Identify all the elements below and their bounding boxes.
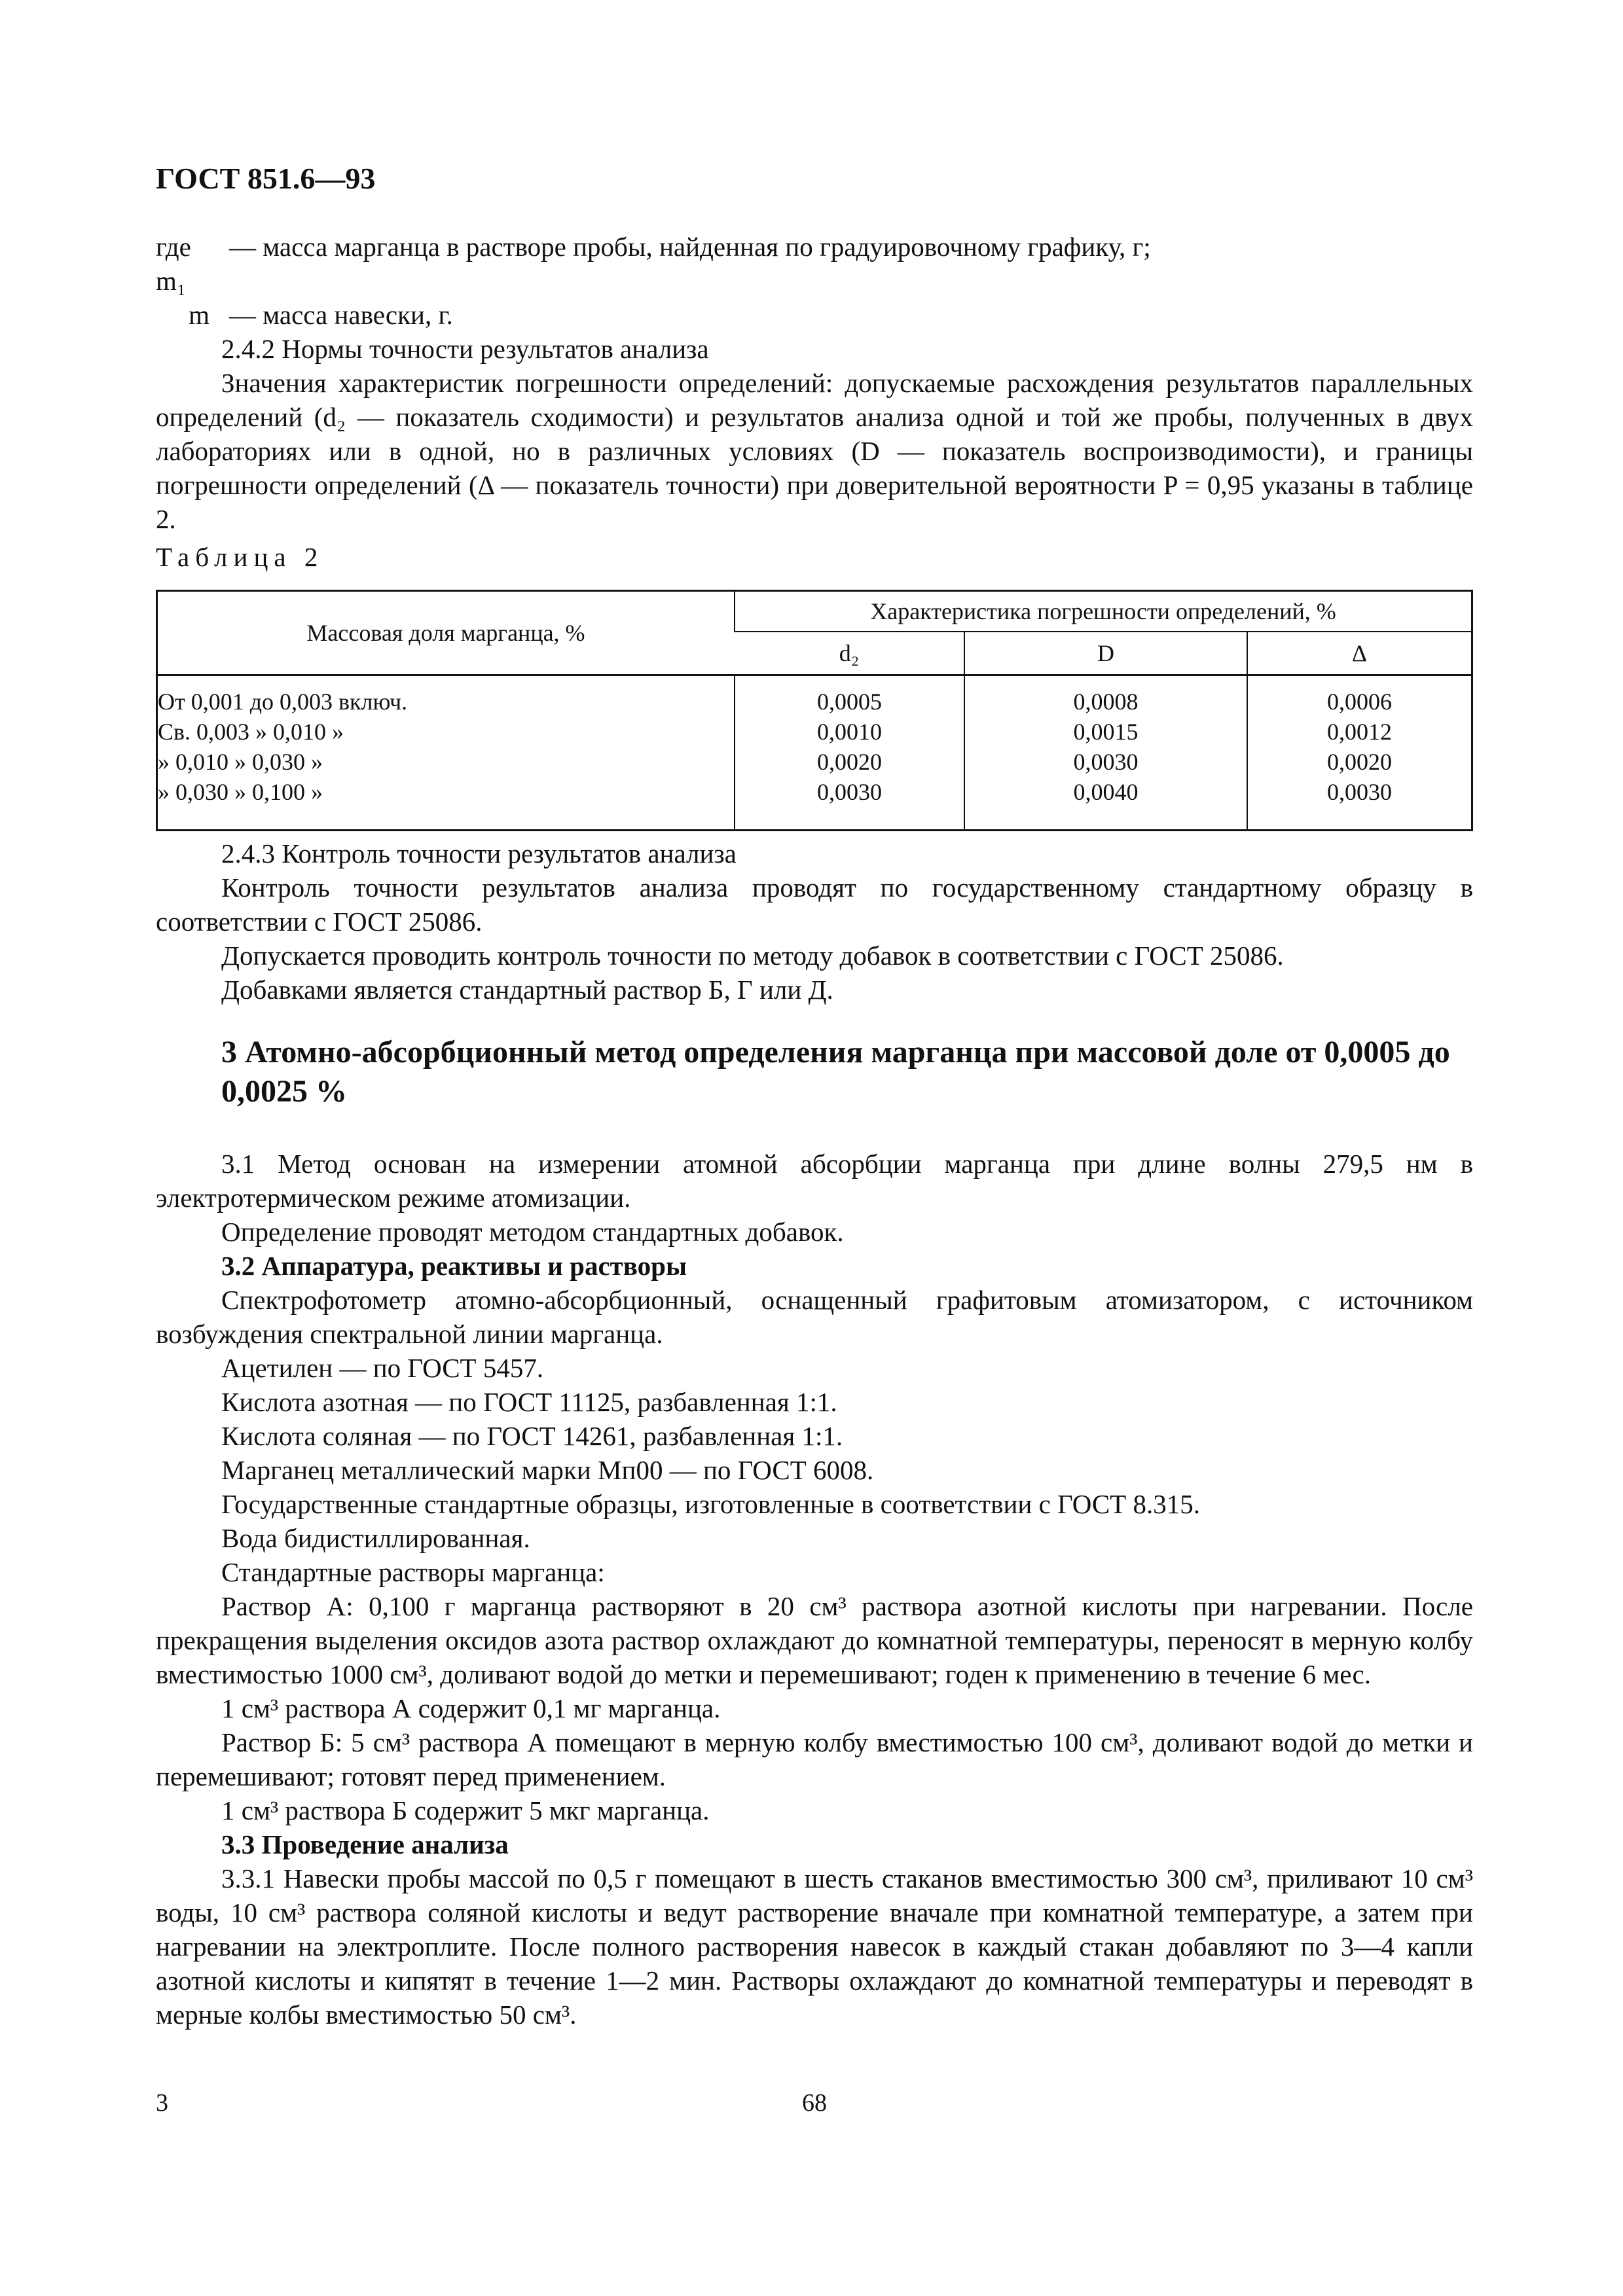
list-item: Кислота азотная — по ГОСТ 11125, разбавленная 1:1. <box>221 1387 837 1417</box>
table-cell-value: 0,0030 <box>1073 749 1139 775</box>
subsection-title: 3.2 Аппаратура, реактивы и растворы <box>221 1251 687 1281</box>
table-cell-value: 0,0012 <box>1327 719 1392 745</box>
accuracy-table <box>156 590 1473 831</box>
list-item: Ацетилен — по ГОСТ 5457. <box>221 1353 544 1383</box>
table-cell-value: » 0,030 » 0,100 » <box>158 779 323 805</box>
list-item: Спектрофотометр атомно-абсорбционный, оснащенный графитовым атомизатором, с источником возбуждения спектральной линии марганца. <box>156 1285 1473 1349</box>
list-item: Вода бидистиллированная. <box>221 1523 530 1553</box>
table-header-cell: Характеристика погрешности определений, % <box>735 591 1472 632</box>
table-cell-value: 0,0040 <box>1073 779 1139 805</box>
document-page <box>156 160 1473 2032</box>
list-item: 1 см³ раствора Б содержит 5 мкг марганца. <box>221 1795 710 1825</box>
table-header-cell: Δ <box>1247 632 1472 675</box>
table-cell-value: 0,0010 <box>817 719 882 745</box>
table-header-cell: D <box>964 632 1247 675</box>
table-cell <box>735 675 964 831</box>
table-cell-value: 0,0030 <box>817 779 882 805</box>
legend-text: — масса навески, г. <box>229 300 453 330</box>
list-item: 1 см³ раствора А содержит 0,1 мг марганца. <box>221 1693 721 1723</box>
table-header-cell: d₂ <box>735 632 964 675</box>
table-caption: Таблица 2 <box>156 542 324 572</box>
paragraph: Определение проводят методом стандартных добавок. <box>221 1217 844 1247</box>
section-title: 3 Атомно-абсорбционный метод определения марганца при массовой доле от 0,0005 до 0,0025 % <box>221 1035 1450 1109</box>
list-item: Государственные стандартные образцы, изготовленные в соответствии с ГОСТ 8.315. <box>221 1489 1200 1519</box>
paragraph: Добавками является стандартный раствор Б, Г или Д. <box>221 975 833 1005</box>
table-cell <box>157 675 735 831</box>
list-item: Раствор Б: 5 см³ раствора А помещают в мерную колбу вместимостью 100 см³, доливают водой до метки и перемешивают; готовят перед применением. <box>156 1727 1473 1791</box>
table-cell-value: 0,0015 <box>1073 719 1139 745</box>
table-cell-value: 0,0008 <box>1073 689 1139 715</box>
legend-symbol: где m₁ <box>156 232 191 296</box>
paragraph: Допускается проводить контроль точности по методу добавок в соответствии с ГОСТ 25086. <box>221 941 1284 971</box>
page-number: 68 <box>802 2089 827 2117</box>
legend-symbol: m <box>189 300 210 330</box>
list-item: Раствор А: 0,100 г марганца растворяют в 20 см³ раствора азотной кислоты при нагревании. После прекращения выделения оксидов азота раствор охлаждают до комнатной температуры, переносят в мерную колбу вместимостью 1000 см³, доливают водой до метки и перемешивают; годен к применению в течение 6 мес. <box>156 1591 1473 1689</box>
list-item: Кислота соляная — по ГОСТ 14261, разбавленная 1:1. <box>221 1421 843 1451</box>
list-item: Стандартные растворы марганца: <box>221 1557 605 1587</box>
paragraph: Значения характеристик погрешности определений: допускаемые расхождения результатов параллельных определений (d₂ — показатель сходимости) и результатов анализа одной и той же пробы, полученных в двух лабораториях или в одной, но в различных условиях (D — показатель воспроизводимости), и границы погрешности определений (Δ — показатель точности) при доверительной вероятности P = 0,95 указаны в таблице 2. <box>156 368 1473 534</box>
table-cell-value: 0,0005 <box>817 689 882 715</box>
paragraph: Контроль точности результатов анализа проводят по государственному стандартному образцу в соответствии с ГОСТ 25086. <box>156 872 1473 937</box>
formula-legend <box>156 230 1473 332</box>
subsection-title: 2.4.2 Нормы точности результатов анализа <box>221 334 709 364</box>
table-cell-value: 0,0030 <box>1327 779 1392 805</box>
table-cell-value: 0,0020 <box>1327 749 1392 775</box>
table-cell-value: 0,0006 <box>1327 689 1392 715</box>
table-cell-value: От 0,001 до 0,003 включ. <box>158 689 408 715</box>
legend-text: — масса марганца в растворе пробы, найденная по градуировочному графику, г; <box>229 232 1151 262</box>
table-cell <box>1247 675 1472 831</box>
paragraph: 3.3.1 Навески пробы массой по 0,5 г помещают в шесть стаканов вместимостью 300 см³, приливают 10 см³ воды, 10 см³ раствора соляной кислоты и ведут растворение вначале при комнатной температуре, а затем при нагревании на электроплите. После полного растворения навесок в каждый стакан добавляют по 3—4 капли азотной кислоты и кипятят в течение 1—2 мин. Растворы охлаждают до комнатной температуры и переводят в мерные колбы вместимостью 50 см³. <box>156 1863 1473 2030</box>
table-cell <box>964 675 1247 831</box>
table-cell-value: Св. 0,003 » 0,010 » <box>158 719 344 745</box>
subsection-title: 2.4.3 Контроль точности результатов анализа <box>221 838 737 869</box>
document-header: ГОСТ 851.6—93 <box>156 162 376 195</box>
table-cell-value: 0,0020 <box>817 749 882 775</box>
paragraph: 3.1 Метод основан на измерении атомной абсорбции марганца при длине волны 279,5 нм в электротермическом режиме атомизации. <box>156 1149 1473 1213</box>
footer-left-number: 3 <box>156 2089 168 2117</box>
table-cell-value: » 0,010 » 0,030 » <box>158 749 323 775</box>
list-item: Марганец металлический марки Мп00 — по ГОСТ 6008. <box>221 1455 874 1485</box>
subsection-title: 3.3 Проведение анализа <box>221 1829 509 1859</box>
table-header-cell: Массовая доля марганца, % <box>157 591 735 675</box>
